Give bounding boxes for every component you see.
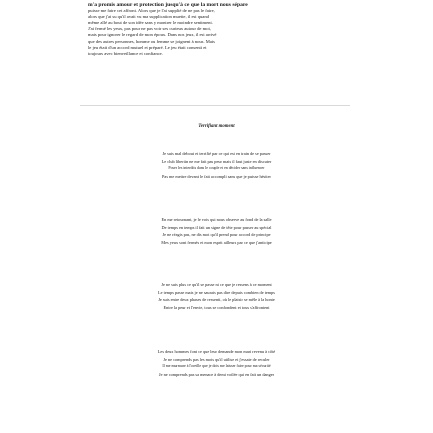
- stanza-line: Je ne comprends pas sa menace à demi voilée qui en fait un danger: [158, 372, 275, 378]
- stanza-line: Poser les interdits dans le couple et en décider sans influencer: [168, 166, 265, 171]
- stanza-line: Le club libertin ne me fait pas peur mais il faut juste en discuter: [161, 158, 272, 164]
- paragraph-line: toujours avec bienveillance et confiance.: [88, 50, 163, 56]
- stanza-line: Je ne suis plus ce qu'il se passe ni ce que je ressens à ce moment: [161, 282, 272, 287]
- stanza-line: Pas me mettre devant le fait accompli sans que je puisse hésiter: [162, 174, 271, 180]
- top-paragraph: [88, 2, 346, 57]
- page-divider: [80, 105, 350, 106]
- stanza-line: Le temps passe mais je ne saurais pas dire depuis combien de temps: [158, 289, 275, 295]
- poem-stanza: [0, 281, 433, 312]
- stanza-line: Les deux hommes font ce que leur demande mon mari revenu à côté: [157, 349, 276, 354]
- stanza-line: Entre la peur et l'envie, tous se confondent et tous s'affrontent: [163, 305, 270, 311]
- stanza-line: Je suis mal debout et terrifié par ce qui est en train de se passer: [162, 151, 271, 156]
- section-heading: Terrifiant moment: [198, 124, 235, 129]
- poem-stanza: [0, 216, 433, 247]
- stanza-line: En me retournant, je le vois qui nous observe au fond de la salle: [161, 217, 272, 222]
- paragraph-line: mais pour ignorer le regard de mon époux. Dans nos jeux, il est arrivé: [88, 32, 217, 38]
- poem-stanza: [0, 150, 433, 181]
- stanza-line: Mes yeux sont fermés et mon esprit ailleurs par ce que j'anticipe: [161, 240, 272, 246]
- stanza-line: Je ne réagis pas, ne dis mot qu'il prend pour accord de principe: [162, 232, 271, 238]
- paragraph-line: puisse me faire cet affront. Alors que je l'ai supplié de ne pas le faire,: [88, 8, 215, 14]
- paragraph-line: m'a promis amour et protection jusqu'à ce que la mort nous sépare: [88, 2, 248, 8]
- paragraph-line: même allé au bout de son idée sans y montrer le moindre sentiment.: [88, 20, 213, 26]
- paragraph-line: alors que j'ai su qu'il avait vu ma supplication muette, il est quand: [88, 14, 209, 20]
- paragraph-line: que des autres personnes, homme ou femme se joignent à nous. Mais: [88, 38, 215, 44]
- paragraph-line: J'ai fermé les yeux, pas pour ne pas voir ses curieux autour de moi,: [88, 26, 211, 32]
- stanza-line: Je suis entre deux phases de ressenti, où le plaisir se mêle à la honte: [158, 297, 275, 303]
- paragraph-line: le jeu était d'un accord mutuel et préparé. Le jeu était consenti et: [88, 44, 207, 50]
- stanza-line: Je ne comprends pas les mots qu'il utilise et j'essaie de reculer: [163, 356, 270, 362]
- stanza-line: De temps en temps il fait un signe de tête pour passer au spécial: [161, 224, 272, 230]
- stanza-line: Il me murmure à l'oreille que je dois me laisser faire pour ma sécurité: [162, 364, 271, 369]
- poem-stanza: [0, 348, 433, 379]
